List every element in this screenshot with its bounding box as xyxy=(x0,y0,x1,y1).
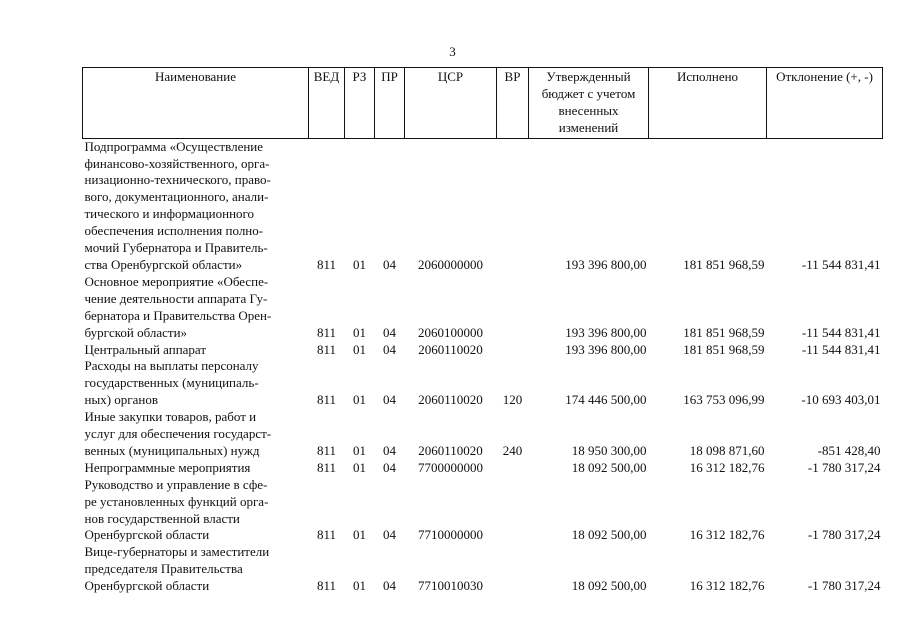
row-budget: 18 092 500,00 xyxy=(571,527,647,543)
row-done: 16 312 182,76 xyxy=(689,578,765,594)
row-name-line: ре установленных функций орга- xyxy=(84,493,269,509)
table-row xyxy=(83,342,883,359)
row-pr: 04 xyxy=(383,442,396,458)
row-pr: 04 xyxy=(383,527,396,543)
row-ved: 811 xyxy=(316,256,337,272)
row-name xyxy=(83,477,309,545)
row-deviation: -11 544 831,41 xyxy=(801,256,881,272)
row-name-line: тического и информационного xyxy=(84,206,255,222)
row-pr: 04 xyxy=(383,459,396,475)
row-name-line: обеспечения исполнения полно- xyxy=(84,223,264,239)
row-rz: 01 xyxy=(353,341,366,357)
row-name-line: венных (муниципальных) нужд xyxy=(84,442,260,458)
row-done: 16 312 182,76 xyxy=(689,459,765,475)
table-row xyxy=(83,544,883,595)
header-budget: Утвержденный бюджет с учетом внесенных изменений xyxy=(529,68,649,139)
row-name-line: бернатора и Правительства Орен- xyxy=(84,307,272,323)
row-csr: 2060000000 xyxy=(418,256,483,272)
row-name xyxy=(83,358,309,409)
row-budget: 193 396 800,00 xyxy=(565,324,647,340)
table-row xyxy=(83,409,883,460)
row-name-line: Вице-губернаторы и заместители xyxy=(84,544,270,560)
row-name xyxy=(83,342,309,359)
row-rz: 01 xyxy=(353,324,366,340)
row-pr: 04 xyxy=(383,392,396,408)
row-csr: 7700000000 xyxy=(418,459,483,475)
row-done: 181 851 968,59 xyxy=(683,256,765,272)
budget-execution-table xyxy=(82,67,883,595)
row-budget: 193 396 800,00 xyxy=(565,341,647,357)
row-budget: 18 950 300,00 xyxy=(571,442,647,458)
row-budget: 174 446 500,00 xyxy=(565,392,647,408)
row-vr xyxy=(497,460,529,477)
table-row xyxy=(83,274,883,342)
row-deviation: -11 544 831,41 xyxy=(801,324,881,340)
table-row xyxy=(83,477,883,545)
header-name: Наименование xyxy=(83,68,309,139)
row-rz: 01 xyxy=(353,392,366,408)
row-vr xyxy=(497,274,529,342)
table-header xyxy=(83,68,883,139)
header-row xyxy=(83,68,883,139)
row-vr xyxy=(497,477,529,545)
row-name-line: Оренбургской области xyxy=(84,527,210,543)
row-name-line: ства Оренбургской области» xyxy=(84,256,243,272)
row-ved: 811 xyxy=(316,341,337,357)
row-name-line: Основное мероприятие «Обеспе- xyxy=(84,273,269,289)
row-csr: 2060110020 xyxy=(418,341,483,357)
row-rz: 01 xyxy=(353,442,366,458)
row-budget: 18 092 500,00 xyxy=(571,578,647,594)
header-ved: ВЕД xyxy=(309,68,345,139)
table-row xyxy=(83,138,883,274)
row-name-line: Центральный аппарат xyxy=(84,341,207,357)
row-name-line: мочий Губернатора и Правитель- xyxy=(84,240,268,256)
row-pr: 04 xyxy=(383,324,396,340)
row-csr: 7710000000 xyxy=(418,527,483,543)
row-pr: 04 xyxy=(383,256,396,272)
row-ved: 811 xyxy=(316,578,337,594)
row-rz: 01 xyxy=(353,256,366,272)
row-name-line: председателя Правительства xyxy=(84,561,243,577)
row-name-line: вого, документационного, анали- xyxy=(84,189,269,205)
row-name-line: государственных (муниципаль- xyxy=(84,375,259,391)
row-done: 181 851 968,59 xyxy=(683,324,765,340)
row-pr: 04 xyxy=(383,341,396,357)
header-done: Исполнено xyxy=(649,68,767,139)
row-deviation: -1 780 317,24 xyxy=(807,527,881,543)
row-deviation: -10 693 403,01 xyxy=(801,392,881,408)
row-name xyxy=(83,274,309,342)
row-name-line: чение деятельности аппарата Гу- xyxy=(84,290,268,306)
row-name-line: Непрограммные мероприятия xyxy=(84,459,251,475)
row-name xyxy=(83,460,309,477)
row-ved: 811 xyxy=(316,442,337,458)
row-ved: 811 xyxy=(316,392,337,408)
header-vr: ВР xyxy=(497,68,529,139)
header-deviation: Отклонение (+, -) xyxy=(767,68,883,139)
row-ved: 811 xyxy=(316,527,337,543)
row-name-line: Расходы на выплаты персоналу xyxy=(84,358,259,374)
row-name-line: услуг для обеспечения государст- xyxy=(84,426,272,442)
row-ved: 811 xyxy=(316,324,337,340)
row-name-line: низационно-технического, право- xyxy=(84,172,271,188)
row-budget: 193 396 800,00 xyxy=(565,256,647,272)
row-deviation: -1 780 317,24 xyxy=(807,459,881,475)
table-row xyxy=(83,460,883,477)
page-number: 3 xyxy=(449,44,456,59)
row-name-line: ных) органов xyxy=(84,392,158,408)
row-deviation: -1 780 317,24 xyxy=(807,578,881,594)
row-vr: 240 xyxy=(502,442,523,458)
row-name xyxy=(83,544,309,595)
table-body xyxy=(83,138,883,595)
row-pr: 04 xyxy=(383,578,396,594)
row-done: 163 753 096,99 xyxy=(683,392,765,408)
row-name-line: финансово-хозяйственного, орга- xyxy=(84,155,270,171)
row-name xyxy=(83,409,309,460)
row-name-line: Подпрограмма «Осуществление xyxy=(84,138,264,154)
header-csr: ЦСР xyxy=(405,68,497,139)
row-csr: 2060100000 xyxy=(418,324,483,340)
row-rz: 01 xyxy=(353,459,366,475)
row-vr xyxy=(497,342,529,359)
row-name-line: Руководство и управление в сфе- xyxy=(84,476,268,492)
header-rz: РЗ xyxy=(345,68,375,139)
row-name xyxy=(83,138,309,274)
row-done: 181 851 968,59 xyxy=(683,341,765,357)
row-ved: 811 xyxy=(316,459,337,475)
row-vr xyxy=(497,544,529,595)
table-row xyxy=(83,358,883,409)
row-done: 16 312 182,76 xyxy=(689,527,765,543)
row-deviation: -11 544 831,41 xyxy=(801,341,881,357)
row-csr: 7710010030 xyxy=(418,578,483,594)
row-vr xyxy=(497,138,529,274)
row-deviation: -851 428,40 xyxy=(817,442,881,458)
row-vr: 120 xyxy=(502,392,523,408)
row-budget: 18 092 500,00 xyxy=(571,459,647,475)
row-csr: 2060110020 xyxy=(418,392,483,408)
row-name-line: бургской области» xyxy=(84,324,188,340)
header-pr: ПР xyxy=(375,68,405,139)
row-rz: 01 xyxy=(353,527,366,543)
row-name-line: Иные закупки товаров, работ и xyxy=(84,409,257,425)
row-name-line: нов государственной власти xyxy=(84,510,240,526)
row-csr: 2060110020 xyxy=(418,442,483,458)
row-done: 18 098 871,60 xyxy=(689,442,765,458)
row-rz: 01 xyxy=(353,578,366,594)
row-name-line: Оренбургской области xyxy=(84,578,210,594)
